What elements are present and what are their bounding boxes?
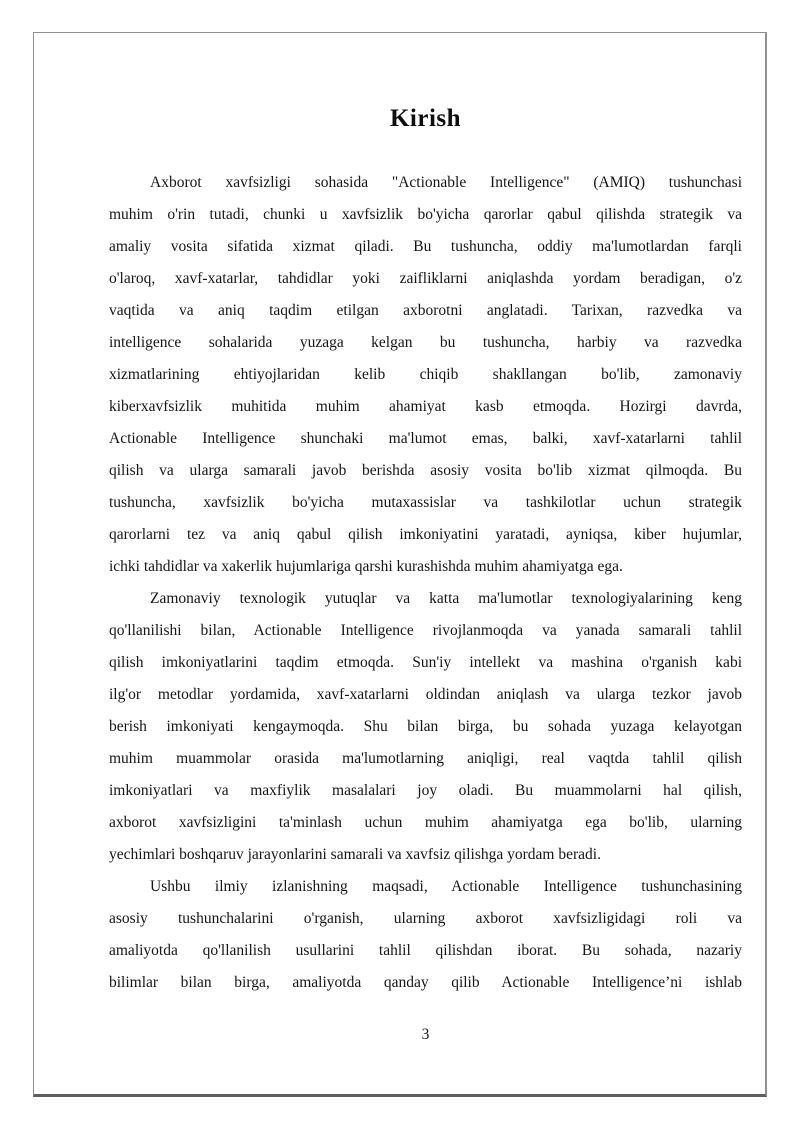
text-line: imkoniyatlari va maxfiylik masalalari joy oladi. Bu muammolarni hal qilish, <box>109 782 742 799</box>
text-line: kiberxavfsizlik muhitida muhim ahamiyat kasb etmoqda. Hozirgi davrda, <box>109 398 742 415</box>
text-line: Ushbu ilmiy izlanishning maqsadi, Actionable Intelligence tushunchasining <box>150 878 742 895</box>
paragraph <box>109 871 742 999</box>
paragraph <box>109 167 742 583</box>
text-line: asosiy tushunchalarini o'rganish, ularning axborot xavfsizligidagi roli va <box>109 910 742 927</box>
text-line: yechimlari boshqaruv jarayonlarini samarali va xavfsiz qilishga yordam beradi. <box>109 846 601 863</box>
text-line: bilimlar bilan birga, amaliyotda qanday qilib Actionable Intelligence’ni ishlab <box>109 974 742 991</box>
text-line: intelligence sohalarida yuzaga kelgan bu tushuncha, harbiy va razvedka <box>109 334 742 351</box>
text-line: berish imkoniyati kengaymoqda. Shu bilan birga, bu sohada yuzaga kelayotgan <box>109 718 742 735</box>
text-line: amaliyotda qo'llanilish usullarini tahlil qilishdan iborat. Bu sohada, nazariy <box>109 942 742 959</box>
text-line: Actionable Intelligence shunchaki ma'lumot emas, balki, xavf-xatarlarni tahlil <box>109 430 742 447</box>
text-line: qo'llanilishi bilan, Actionable Intelligence rivojlanmoqda va yanada samarali tahlil <box>109 622 742 639</box>
text-line: tushuncha, xavfsizlik bo'yicha mutaxassislar va tashkilotlar uchun strategik <box>109 494 742 511</box>
text-line: vaqtida va aniq taqdim etilgan axborotni anglatadi. Tarixan, razvedka va <box>109 302 742 319</box>
text-line: ichki tahdidlar va xakerlik hujumlariga qarshi kurashishda muhim ahamiyatga ega. <box>109 558 623 575</box>
page-title: Kirish <box>389 105 462 132</box>
text-line: axborot xavfsizligini ta'minlash uchun muhim ahamiyatga ega bo'lib, ularning <box>109 814 742 831</box>
text-line: muhim o'rin tutadi, chunki u xavfsizlik bo'yicha qarorlar qabul qilishda strategik va <box>109 206 742 223</box>
text-line: Axborot xavfsizligi sohasida "Actionable Intelligence" (AMIQ) tushunchasi <box>150 174 742 191</box>
page-number: 3 <box>421 1026 430 1043</box>
text-line: qilish va ularga samarali javob berishda asosiy vosita bo'lib xizmat qilmoqda. Bu <box>109 462 742 479</box>
document-page <box>33 32 767 1097</box>
text-line: xizmatlarining ehtiyojlaridan kelib chiqib shakllangan bo'lib, zamonaviy <box>109 366 742 383</box>
document-body <box>109 167 742 999</box>
paragraph <box>109 583 742 871</box>
text-line: o'laroq, xavf-xatarlar, tahdidlar yoki zaifliklarni aniqlashda yordam beradigan, o'z <box>109 270 742 287</box>
text-line: amaliy vosita sifatida xizmat qiladi. Bu tushuncha, oddiy ma'lumotlardan farqli <box>109 238 742 255</box>
text-line: qilish imkoniyatlarini taqdim etmoqda. Sun'iy intellekt va mashina o'rganish kabi <box>109 654 742 671</box>
text-line: Zamonaviy texnologik yutuqlar va katta ma'lumotlar texnologiyalarining keng <box>150 590 742 607</box>
text-line: muhim muammolar orasida ma'lumotlarning aniqligi, real vaqtda tahlil qilish <box>109 750 742 767</box>
text-line: qarorlarni tez va aniq qabul qilish imkoniyatini yaratadi, ayniqsa, kiber hujumlar, <box>109 526 742 543</box>
text-line: ilg'or metodlar yordamida, xavf-xatarlarni oldindan aniqlash va ularga tezkor javob <box>109 686 742 703</box>
